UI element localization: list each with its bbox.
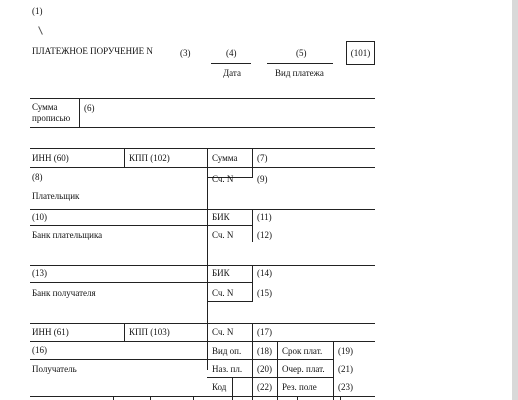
- amount-top-line: [30, 98, 375, 99]
- term-divider: [333, 341, 334, 400]
- op-type-divider: [277, 341, 278, 400]
- recipient-kpp-label: КПП (103): [129, 327, 170, 337]
- reserve-label: Рез. поле: [282, 382, 317, 392]
- op-type-code: (18): [257, 346, 272, 356]
- payer-bank-mid-line: [30, 225, 253, 226]
- slash-mark: [38, 26, 43, 35]
- date-line: [211, 63, 251, 64]
- payment-type-line: [267, 63, 333, 64]
- bottom-divider-1: [113, 396, 114, 400]
- payer-bank-account-label: Сч. N: [212, 230, 234, 240]
- recipient-bik-divider: [252, 265, 253, 301]
- sum-code: (7): [257, 153, 268, 163]
- bottom-divider-2: [150, 396, 151, 400]
- recipient-bank-account-code: (15): [257, 288, 272, 298]
- payer-name-code: (8): [32, 172, 43, 182]
- payer-kpp-divider: [124, 148, 125, 167]
- date-label: Дата: [223, 68, 241, 78]
- payer-bank-label: Банк плательщика: [32, 230, 103, 240]
- payment-type-label: Вид платежа: [275, 68, 324, 78]
- payer-bik-code: (11): [257, 212, 272, 222]
- recipient-inn-top-line: [30, 323, 375, 324]
- document-title: ПЛАТЕЖНОЕ ПОРУЧЕНИЕ N: [32, 46, 153, 56]
- purpose-label: Наз. пл.: [212, 364, 243, 374]
- code-label: Код: [212, 382, 227, 392]
- amount-bottom-line: [30, 127, 375, 128]
- op-type-label: Вид оп.: [212, 346, 242, 356]
- payer-bik-label: БИК: [212, 212, 230, 222]
- recipient-bank-account-label: Сч. N: [212, 288, 234, 298]
- recipient-code-divider: [252, 323, 253, 400]
- number-code: (3): [180, 48, 191, 58]
- sum-divider: [252, 148, 253, 177]
- payer-account-code: (9): [257, 174, 268, 184]
- priority-label: Очер. плат.: [282, 364, 325, 374]
- recipient-name-line: [30, 359, 208, 360]
- payer-inn-top-line: [30, 148, 375, 149]
- payer-account-label: Сч. N: [212, 174, 234, 184]
- bottom-divider-5: [340, 396, 341, 400]
- payer-kpp-label: КПП (102): [129, 153, 170, 163]
- status-code: (101): [350, 48, 371, 58]
- recipient-kpp-divider: [124, 323, 125, 341]
- recipient-account-code: (17): [257, 327, 272, 337]
- payment-type-code: (5): [296, 48, 307, 58]
- recipient-bik-label: БИК: [212, 268, 230, 278]
- page-right-margin: [512, 0, 518, 400]
- main-vertical-divider: [207, 148, 208, 370]
- bottom-row-line: [30, 396, 375, 397]
- recipient-bank-top-line: [30, 265, 375, 266]
- payer-bank-account-code: (12): [257, 230, 272, 240]
- payer-bank-name-code: (10): [32, 212, 47, 222]
- date-code: (4): [226, 48, 237, 58]
- purpose-bottom-line: [207, 377, 334, 378]
- recipient-bank-label: Банк получателя: [32, 288, 96, 298]
- amount-divider: [79, 98, 80, 127]
- recipient-bank-mid-line: [30, 282, 253, 283]
- payer-bank-top-line: [30, 209, 375, 210]
- recipient-bank-name-code: (13): [32, 268, 47, 278]
- payer-label: Плательщик: [32, 191, 80, 201]
- amount-words-label: Сумма прописью: [32, 102, 71, 123]
- sum-label: Сумма: [212, 153, 238, 163]
- bottom-divider-3: [193, 396, 194, 400]
- code-code: (22): [257, 382, 272, 392]
- recipient-name-code: (16): [32, 345, 47, 355]
- op-type-bottom-line: [207, 359, 334, 360]
- amount-words-code: (6): [84, 103, 95, 113]
- recipient-inn-label: ИНН (61): [32, 327, 69, 337]
- recipient-inn-bottom-line: [30, 341, 375, 342]
- reserve-code: (23): [338, 382, 353, 392]
- payer-inn-label: ИНН (60): [32, 153, 69, 163]
- recipient-account-label: Сч. N: [212, 327, 234, 337]
- bottom-divider-4: [297, 396, 298, 400]
- recipient-bik-code: (14): [257, 268, 272, 278]
- form-code-field: (1): [32, 6, 43, 16]
- status-box: [346, 41, 375, 65]
- recipient-bank-account-line: [207, 301, 253, 302]
- priority-code: (21): [338, 364, 353, 374]
- term-label: Срок плат.: [282, 346, 323, 356]
- purpose-code: (20): [257, 364, 272, 374]
- term-code: (19): [338, 346, 353, 356]
- payer-inn-bottom-line: [30, 167, 375, 168]
- recipient-label: Получатель: [32, 364, 77, 374]
